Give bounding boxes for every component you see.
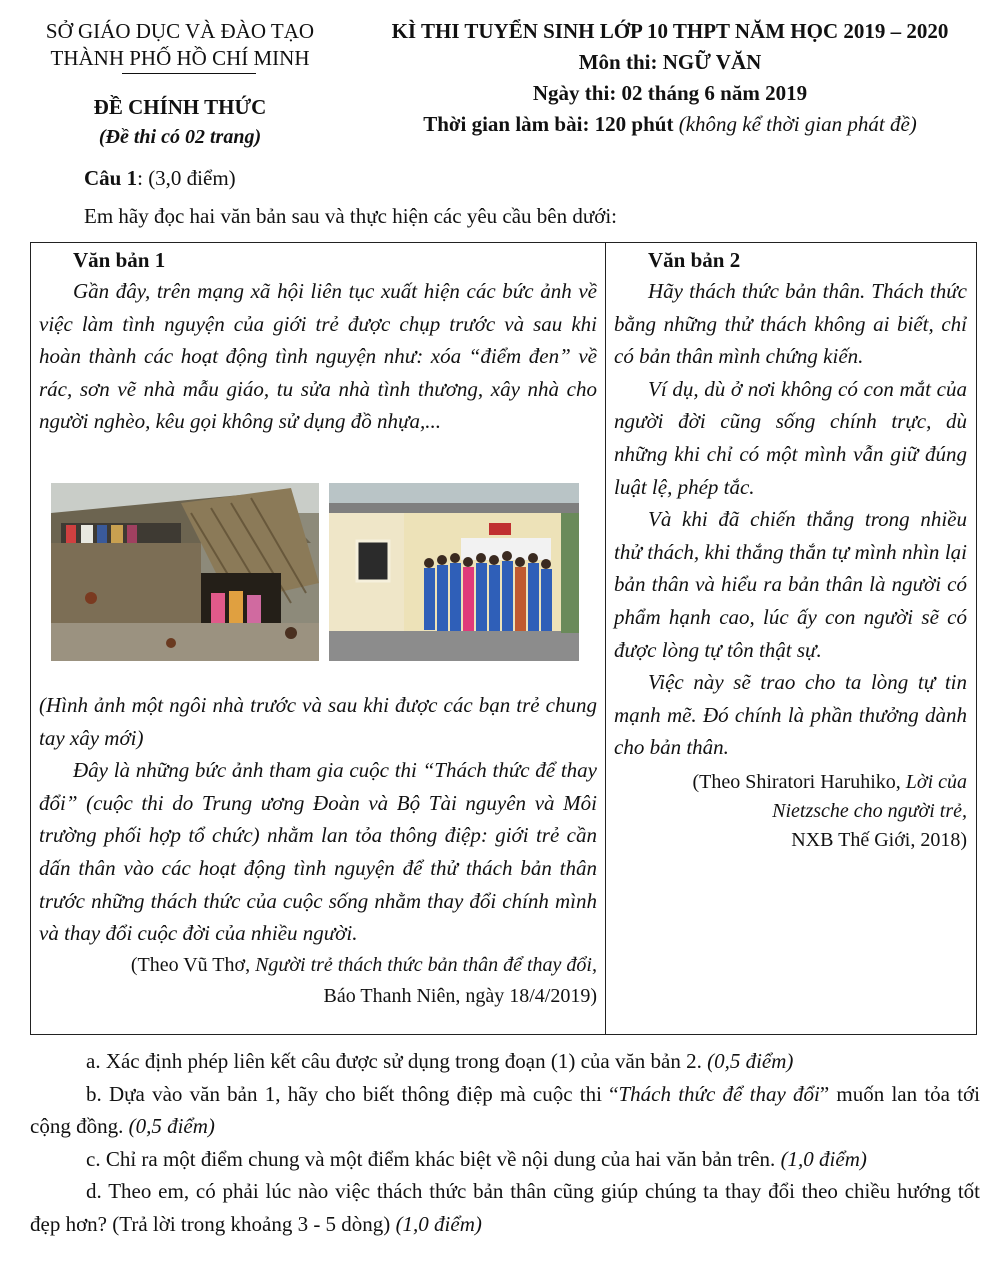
official-label: ĐỀ CHÍNH THỨC <box>93 95 267 119</box>
department-line-2: THÀNH PHỐ HỒ CHÍ MINH <box>50 46 310 70</box>
text-2-paragraph-4: Việc này sẽ trao cho ta lòng tự tin mạnh mẽ. Đó chính là phần thưởng dành cho bản thân. <box>614 670 967 760</box>
official-block <box>20 94 340 150</box>
text-2-paragraph-2: Ví dụ, dù ở nơi không có con mắt của người đời cũng sống chính trực, dù những khi chỉ có một mình vẫn giữ đúng luật lệ, phép tắc. <box>614 376 967 499</box>
question-b-text-2: ” muốn lan tỏa tới cộng đồng. <box>30 1081 980 1138</box>
question-c <box>30 1143 980 1176</box>
exam-title: KÌ THI TUYỂN SINH LỚP 10 THPT NĂM HỌC 2019 – 2020 <box>391 19 949 43</box>
text-1-citation-source: Báo Thanh Niên, ngày 18/4/2019) <box>323 984 597 1007</box>
exam-time-note: (không kể thời gian phát đề) <box>678 112 917 136</box>
text-2-citation-prefix: (Theo Shiratori Haruhiko, <box>692 770 906 793</box>
pages-note: (Đề thi có 02 trang) <box>98 126 262 148</box>
question-d-points: (1,0 điểm) <box>395 1211 482 1236</box>
photo-caption: (Hình ảnh một ngôi nhà trước và sau khi được các bạn trẻ chung tay xây mới) <box>39 693 597 750</box>
text-2-heading: Văn bản 2 <box>648 248 741 272</box>
question-1-points: : (3,0 điểm) <box>137 166 236 190</box>
question-1-label: Câu 1 <box>84 166 138 190</box>
question-b <box>30 1078 980 1143</box>
text-2-paragraph-3: Và khi đã chiến thắng trong nhiều thử thách, khi thắng thắn tự mình nhìn lại bản thân và hiểu ra bản thân là người có phẩm hạnh cao, lúc ấy con người sẽ có được lòng tự tôn thật sự. <box>614 507 967 662</box>
question-a-points: (0,5 điểm) <box>707 1049 794 1073</box>
reading-texts-box <box>30 242 977 1035</box>
photo-new-house <box>329 483 579 661</box>
photo-old-house <box>51 483 319 661</box>
question-a <box>30 1045 980 1078</box>
department-line-1: SỞ GIÁO DỤC VÀ ĐÀO TẠO <box>45 19 315 43</box>
question-list <box>30 1045 980 1240</box>
question-c-text: c. Chỉ ra một điểm chung và một điểm khác biệt về nội dung của hai văn bản trên. <box>86 1146 781 1171</box>
text-1-column <box>31 243 606 1034</box>
question-a-text: a. Xác định phép liên kết câu được sử dụng trong đoạn (1) của văn bản 2. <box>86 1049 708 1073</box>
text-2-column <box>606 243 975 1034</box>
department-underline <box>122 73 256 74</box>
exam-info-block <box>360 18 980 138</box>
text-1-citation-prefix: (Theo Vũ Thơ, <box>130 953 256 976</box>
question-c-points: (1,0 điểm) <box>780 1146 867 1171</box>
question-b-points: (0,5 điểm) <box>128 1114 215 1138</box>
question-d <box>30 1175 980 1240</box>
question-b-text-1: b. Dựa vào văn bản 1, hãy cho biết thông điệp mà cuộc thi “ <box>86 1081 619 1106</box>
text-1-citation <box>39 950 597 1012</box>
text-2-paragraph-1: Hãy thách thức bản thân. Thách thức bằng những thử thách không ai biết, chỉ có bản thân mình chứng kiến. <box>614 279 967 369</box>
text-1-citation-title: Người trẻ thách thức bản thân để thay đổi, <box>255 953 597 976</box>
exam-time <box>360 111 980 138</box>
exam-subject: Môn thi: NGỮ VĂN <box>578 50 762 74</box>
text-1-paragraph-1: Gần đây, trên mạng xã hội liên tục xuất hiện các bức ảnh về việc làm tình nguyện của giới trẻ được chụp trước và sau khi hoàn thành các hoạt động tình nguyện như: xóa “điểm đen” về rác, sơn vẽ nhà mẫu giáo, tu sửa nhà tình thương, xây nhà cho người nghèo, kêu gọi không sử dụng đồ nhựa,... <box>39 279 597 434</box>
question-b-title: Thách thức để thay đổi <box>618 1081 820 1106</box>
exam-date: Ngày thi: 02 tháng 6 năm 2019 <box>532 81 808 105</box>
text-2-citation-title-1: Lời của <box>905 770 967 793</box>
exam-time-label: Thời gian làm bài: 120 phút <box>423 112 674 136</box>
department-block <box>20 18 340 72</box>
text-2-citation <box>614 768 967 855</box>
text-2-citation-source: NXB Thế Giới, 2018) <box>791 828 967 851</box>
text-1-heading: Văn bản 1 <box>73 248 166 272</box>
question-1-instruction: Em hãy đọc hai văn bản sau và thực hiện các yêu cầu bên dưới: <box>84 204 618 228</box>
text-1-paragraph-2: Đây là những bức ảnh tham gia cuộc thi “Thách thức để thay đổi” (cuộc thi do Trung ương Đoàn và Bộ Tài nguyên và Môi trường phối hợp tổ chức) nhằm lan tỏa thông điệp: giới trẻ cần dấn thân vào các hoạt động tình nguyện để thử thách bản thân trước những thách thức của cuộc sống nhằm thay đổi chính mình và thay đổi cuộc đời của nhiều người. <box>39 758 597 946</box>
question-d-text: d. Theo em, có phải lúc nào việc thách thức bản thân cũng giúp chúng ta thay đổi theo chiều hướng tốt đẹp hơn? (Trả lời trong khoảng 3 - 5 dòng) <box>30 1179 980 1236</box>
text-2-citation-title-2: Nietzsche cho người trẻ, <box>772 799 967 822</box>
question-1-heading <box>84 165 236 192</box>
